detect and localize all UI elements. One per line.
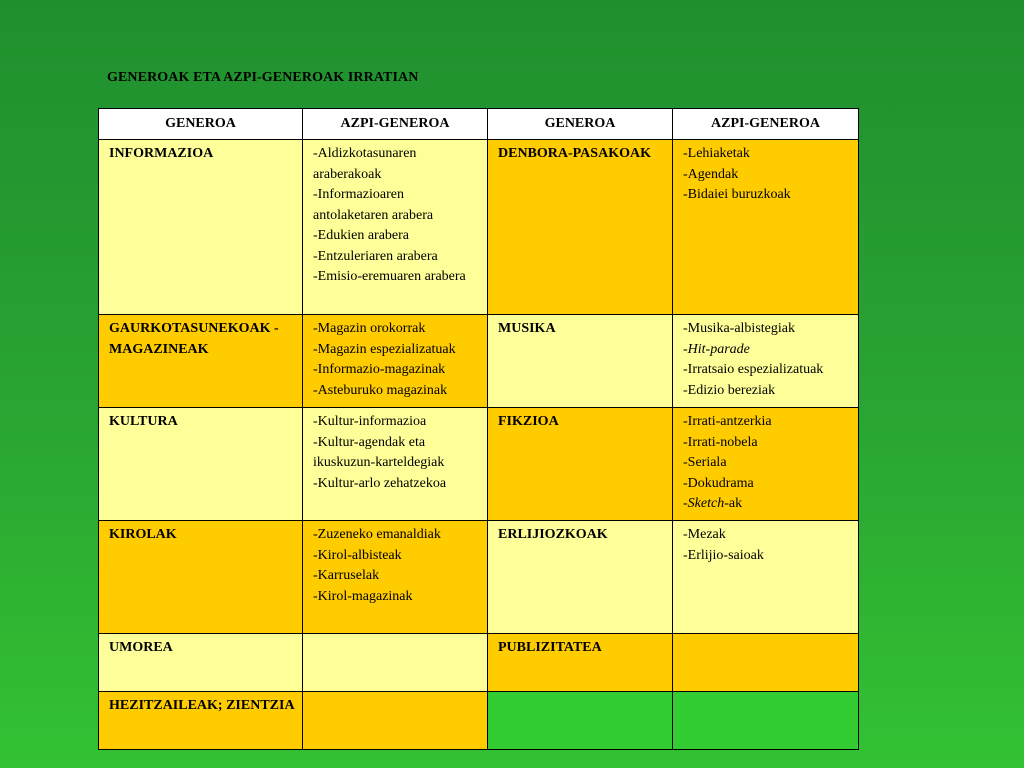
table-row <box>99 315 859 408</box>
subgenre-item: -Aldizkotasunaren araberakoak <box>313 146 417 182</box>
subgenre-cell <box>303 521 488 634</box>
subgenre-item: -Kultur-agendak eta ikuskuzun-karteldegiak <box>313 434 445 470</box>
subgenre-item: -Kultur-arlo zehatzekoa <box>313 475 447 491</box>
subgenre-cell-empty <box>673 634 859 692</box>
subgenre-item: -Irrati-antzerkia <box>683 414 772 429</box>
subgenre-item: -Asteburuko magazinak <box>313 382 448 398</box>
subgenre-cell-empty <box>673 692 859 750</box>
subgenre-item: -Mezak <box>683 527 726 542</box>
genre-cell: GAURKOTASUNEKOAK -MAGAZINEAK <box>99 315 303 408</box>
subgenre-item: -Edizio bereziak <box>683 382 776 398</box>
subgenre-cell <box>303 315 488 408</box>
genre-cell: ERLIJIOZKOAK <box>488 521 673 634</box>
header-subgenre-1: AZPI-GENEROA <box>303 109 488 140</box>
table-header-row <box>99 109 859 140</box>
subgenre-item: -Irratsaio espezializatuak <box>683 362 824 377</box>
subgenre-item: -Emisio-eremuaren arabera <box>313 269 466 284</box>
subgenre-cell <box>673 315 859 408</box>
table-row <box>99 692 859 750</box>
subgenre-cell-empty <box>303 692 488 750</box>
subgenre-item: -Erlijio-saioak <box>683 547 764 563</box>
genre-cell: HEZITZAILEAK; ZIENTZIA <box>99 692 303 750</box>
subgenre-item: -Magazin espezializatuak <box>313 341 456 357</box>
subgenre-item: -Informazioaren antolaketaren arabera <box>313 187 434 223</box>
genre-cell: KULTURA <box>99 408 303 521</box>
subgenre-item: -Musika-albistegiak <box>683 321 795 336</box>
genres-table <box>98 108 859 750</box>
genre-cell: FIKZIOA <box>488 408 673 521</box>
subgenre-item: -Agendak <box>683 166 739 182</box>
genre-cell-empty <box>488 692 673 750</box>
subgenre-item: -Kirol-albisteak <box>313 547 402 563</box>
table-row <box>99 521 859 634</box>
genre-cell: KIROLAK <box>99 521 303 634</box>
genre-cell: INFORMAZIOA <box>99 140 303 315</box>
subgenre-cell <box>673 521 859 634</box>
header-genre-2: GENEROA <box>488 109 673 140</box>
genre-cell: UMOREA <box>99 634 303 692</box>
subgenre-item: -Lehiaketak <box>683 146 750 161</box>
subgenre-item: -Entzuleriaren arabera <box>313 248 438 264</box>
table-row <box>99 140 859 315</box>
subgenre-cell <box>673 140 859 315</box>
subgenre-item: -Dokudrama <box>683 475 754 491</box>
subgenre-item: -Kultur-informazioa <box>313 414 427 429</box>
subgenre-cell-empty <box>303 634 488 692</box>
subgenre-item: -Seriala <box>683 455 727 470</box>
subgenre-item: -Hit-parade <box>683 341 750 357</box>
subgenre-item: -Karruselak <box>313 568 380 583</box>
table-row <box>99 634 859 692</box>
subgenre-cell <box>303 140 488 315</box>
subgenre-item: -Zuzeneko emanaldiak <box>313 527 441 542</box>
subgenre-item: -Informazio-magazinak <box>313 362 446 377</box>
genre-cell: MUSIKA <box>488 315 673 408</box>
subgenre-item: -Magazin orokorrak <box>313 321 426 336</box>
subgenre-item: -Bidaiei buruzkoak <box>683 187 791 202</box>
subgenre-item: -Irrati-nobela <box>683 434 758 450</box>
genre-cell: PUBLIZITATEA <box>488 634 673 692</box>
subgenre-cell <box>673 408 859 521</box>
table-row <box>99 408 859 521</box>
subgenre-item: -Edukien arabera <box>313 228 409 243</box>
subgenre-item: -Kirol-magazinak <box>313 588 413 604</box>
header-genre-1: GENEROA <box>99 109 303 140</box>
genre-cell: DENBORA-PASAKOAK <box>488 140 673 315</box>
subgenre-item: -Sketch-ak <box>683 496 743 511</box>
page-title: GENEROAK ETA AZPI-GENEROAK IRRATIAN <box>107 70 419 85</box>
header-subgenre-2: AZPI-GENEROA <box>673 109 859 140</box>
subgenre-cell <box>303 408 488 521</box>
